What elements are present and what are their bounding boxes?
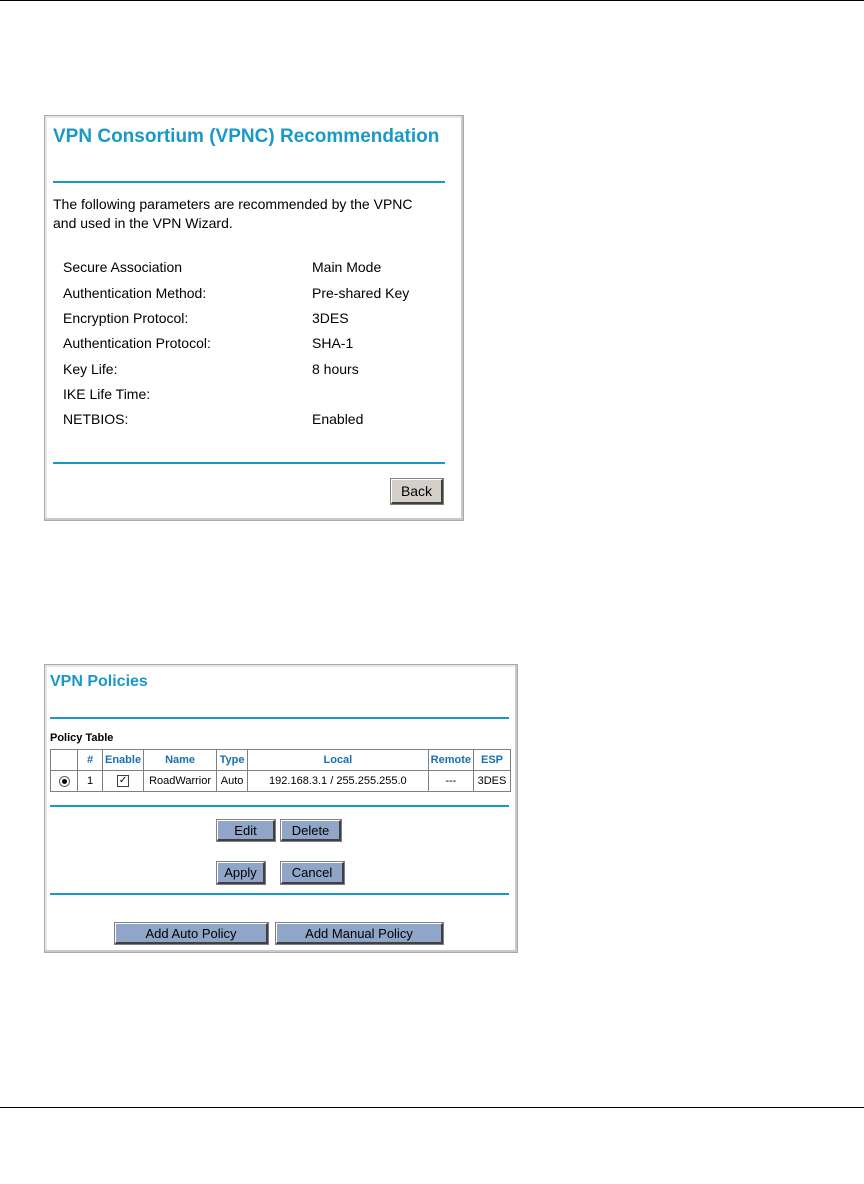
row-name: RoadWarrior bbox=[144, 771, 217, 792]
policies-bottom-divider bbox=[50, 893, 509, 895]
vpnc-intro-line1: The following parameters are recommended by the VPNC bbox=[53, 196, 413, 212]
row-local: 192.168.3.1 / 255.255.255.0 bbox=[248, 771, 429, 792]
column-header-local: Local bbox=[248, 750, 429, 771]
param-label: IKE Life Time: bbox=[63, 386, 151, 402]
param-value: SHA-1 bbox=[312, 335, 354, 351]
column-header-number: # bbox=[78, 750, 103, 771]
row-esp: 3DES bbox=[474, 771, 511, 792]
row-enable-cell[interactable] bbox=[103, 771, 144, 792]
row-number: 1 bbox=[78, 771, 103, 792]
vpnc-bottom-divider bbox=[53, 462, 445, 464]
apply-button[interactable]: Apply bbox=[217, 862, 265, 884]
radio-selected-icon[interactable] bbox=[59, 776, 70, 787]
param-label: Key Life: bbox=[63, 361, 118, 377]
policy-table-caption: Policy Table bbox=[50, 732, 114, 744]
param-label: NETBIOS: bbox=[63, 411, 129, 427]
row-type: Auto bbox=[217, 771, 248, 792]
column-header-remote: Remote bbox=[428, 750, 473, 771]
add-manual-policy-button[interactable]: Add Manual Policy bbox=[276, 923, 443, 944]
param-value: 8 hours bbox=[312, 361, 359, 377]
page-top-rule bbox=[0, 0, 864, 1]
row-remote: --- bbox=[428, 771, 473, 792]
vpnc-title: VPN Consortium (VPNC) Recommendation bbox=[53, 126, 440, 147]
param-value: Enabled bbox=[312, 411, 364, 427]
column-header-name: Name bbox=[144, 750, 217, 771]
param-label: Authentication Protocol: bbox=[63, 335, 211, 351]
delete-button[interactable]: Delete bbox=[281, 820, 341, 841]
param-value: Main Mode bbox=[312, 259, 382, 275]
policies-top-divider bbox=[50, 717, 509, 719]
vpnc-recommendation-panel bbox=[44, 115, 464, 521]
policy-table bbox=[50, 749, 511, 792]
param-label: Encryption Protocol: bbox=[63, 310, 189, 326]
edit-button[interactable]: Edit bbox=[217, 820, 275, 841]
cancel-button[interactable]: Cancel bbox=[281, 862, 344, 884]
vpnc-intro-line2: and used in the VPN Wizard. bbox=[53, 215, 233, 231]
policy-table-header bbox=[51, 750, 511, 771]
select-column-header bbox=[51, 750, 78, 771]
table-row bbox=[51, 771, 511, 792]
vpn-policies-panel bbox=[44, 664, 518, 953]
checkbox-checked-icon[interactable]: ✓ bbox=[118, 775, 128, 787]
column-header-enable: Enable bbox=[103, 750, 144, 771]
row-select-cell[interactable] bbox=[51, 771, 78, 792]
policies-middle-divider bbox=[50, 805, 509, 807]
page-bottom-rule bbox=[0, 1107, 864, 1108]
back-button[interactable]: Back bbox=[391, 479, 443, 504]
vpnc-top-divider bbox=[53, 181, 445, 183]
param-label: Secure Association bbox=[63, 259, 183, 275]
add-auto-policy-button[interactable]: Add Auto Policy bbox=[115, 923, 268, 944]
param-label: Authentication Method: bbox=[63, 285, 207, 301]
column-header-type: Type bbox=[217, 750, 248, 771]
param-value: Pre-shared Key bbox=[312, 285, 410, 301]
policies-title: VPN Policies bbox=[50, 673, 148, 690]
column-header-esp: ESP bbox=[474, 750, 511, 771]
param-value: 3DES bbox=[312, 310, 349, 326]
